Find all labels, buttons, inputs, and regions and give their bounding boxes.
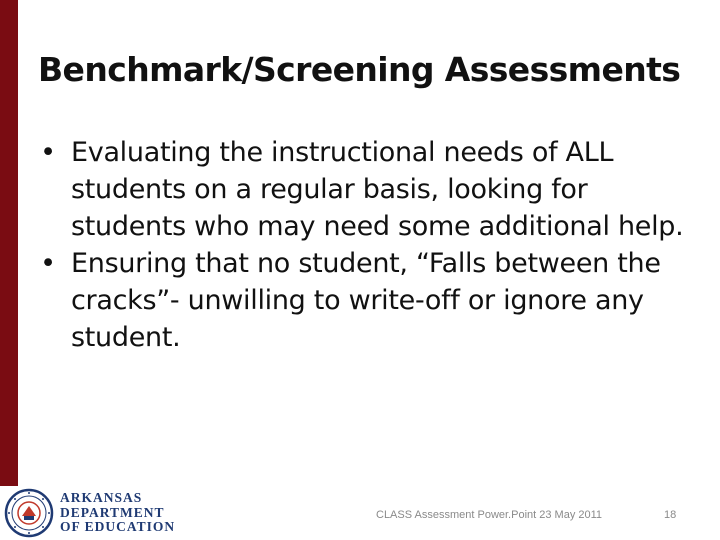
bullet-item — [36, 134, 686, 245]
logo-wordmark — [60, 491, 175, 535]
logo-line-department: DEPARTMENT — [60, 504, 165, 520]
bullet-text: Ensuring that no student, “Falls between the cracks”- unwilling to write-off or ignore any student. — [71, 248, 661, 353]
logo-line-of-education: OF EDUCATION — [60, 519, 176, 534]
logo-line-arkansas: ARKANSAS — [60, 490, 143, 505]
bullet-list — [36, 134, 686, 356]
bullet-dot-icon: • — [40, 248, 56, 279]
slide-title: Benchmark/Screening Assessments — [38, 50, 681, 89]
footer-text: CLASS Assessment Power.Point 23 May 2011 — [376, 509, 603, 521]
bullet-dot-icon: • — [40, 137, 56, 168]
bullet-item — [36, 245, 686, 356]
arkansas-department-of-education-logo — [4, 488, 176, 538]
bullet-text: Evaluating the instructional needs of ALL students on a regular basis, looking for students who may need some additional help. — [71, 137, 684, 242]
accent-side-bar — [0, 0, 18, 486]
page-number: 18 — [664, 509, 677, 521]
state-seal-icon — [4, 488, 54, 538]
